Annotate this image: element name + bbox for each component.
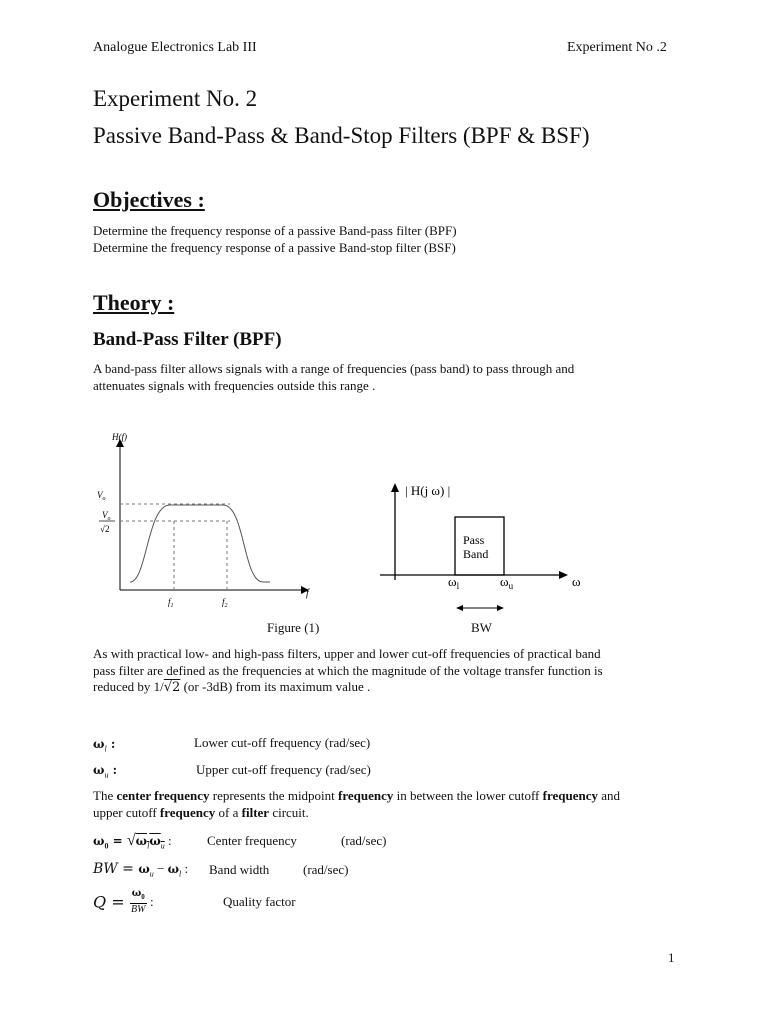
intro-line: attenuates signals with frequencies outside this range .: [93, 377, 376, 393]
omega-l-desc: Lower cut-off frequency (rad/sec): [194, 735, 371, 750]
omega-l-label: $\omega_l$: [448, 574, 460, 591]
theory-intro: [93, 361, 683, 394]
y-axis-label: | H(j ω) |: [405, 483, 451, 498]
figure1-caption: Figure (1): [267, 620, 320, 635]
omega-u-symbol: $\omega_u$ :: [93, 763, 118, 780]
objective-item: Determine the frequency response of a passive Band-stop filter (BSF): [93, 239, 456, 255]
theory-heading: Theory :: [93, 290, 175, 315]
header-left: Analogue Electronics Lab III: [93, 40, 257, 55]
quality-factor-formula: Q = $\frac{\omega_0}{BW}$ :: [93, 888, 154, 915]
y-axis-label: H(f): [112, 432, 127, 442]
bandwidth-formula: BW = $\omega_u - \omega_l$ :: [93, 861, 189, 879]
x-axis-label: f: [306, 588, 309, 599]
omega-l-symbol: $\omega_l$ :: [93, 737, 116, 754]
vo-sqrt2-numerator: $V_o$: [102, 510, 111, 522]
bpf-subheading: Band-Pass Filter (BPF): [93, 329, 282, 350]
objectives-list: [93, 223, 683, 256]
para-line: reduced by 1/√2 (or -3dB) from its maximum value .: [93, 679, 371, 695]
bw-label: BW: [471, 620, 492, 635]
experiment-number: Experiment No. 2: [93, 86, 258, 111]
f2-label: $f_2$: [222, 597, 228, 609]
intro-line: A band-pass filter allows signals with a range of frequencies (pass band) to pass through and: [93, 361, 575, 376]
para-line: pass filter are defined as the frequencies at which the magnitude of the voltage transfer function is: [93, 662, 603, 678]
figure1-bpf-response: [85, 425, 330, 615]
center-frequency-unit: (rad/sec): [341, 833, 387, 848]
response-curve: [130, 505, 270, 582]
page-title: Passive Band-Pass & Band-Stop Filters (BPF & BSF): [93, 123, 590, 148]
cutoff-paragraph: [93, 646, 683, 697]
para-line: As with practical low- and high-pass filters, upper and lower cut-off frequencies of practical band: [93, 646, 601, 661]
bandwidth-unit: (rad/sec): [303, 862, 349, 877]
x-axis-label: ω: [572, 574, 581, 589]
objective-item: Determine the frequency response of a passive Band-pass filter (BPF): [93, 223, 457, 238]
figure2-ideal-bpf: [370, 475, 595, 595]
vo-label: $V_o$: [97, 490, 106, 502]
f1-label: $f_1$: [168, 597, 174, 609]
header-right: Experiment No .2: [567, 40, 667, 55]
bandwidth-desc: Band width: [209, 862, 270, 877]
quality-factor-desc: Quality factor: [223, 894, 296, 909]
omega-u-desc: Upper cut-off frequency (rad/sec): [196, 762, 371, 777]
para-line: The center frequency represents the midpoint frequency in between the lower cutoff frequency and: [93, 788, 621, 803]
vo-sqrt2-denominator: √2: [100, 524, 110, 534]
center-frequency-desc: Center frequency: [207, 833, 297, 848]
y-axis-arrow: [391, 483, 399, 492]
pass-band-label-2: Band: [463, 547, 489, 561]
center-frequency-formula: $\omega_0 = √\omega_l\omega_u$ :: [93, 832, 172, 851]
bw-arrow: [455, 602, 505, 614]
x-axis-arrow: [559, 571, 568, 579]
page-number: 1: [668, 950, 675, 965]
omega-u-label: $\omega_u$: [500, 574, 514, 591]
para-line: upper cutoff frequency of a filter circuit.: [93, 804, 309, 820]
center-frequency-paragraph: [93, 788, 683, 821]
pass-band-label-1: Pass: [463, 533, 485, 547]
objectives-heading: Objectives :: [93, 187, 205, 212]
